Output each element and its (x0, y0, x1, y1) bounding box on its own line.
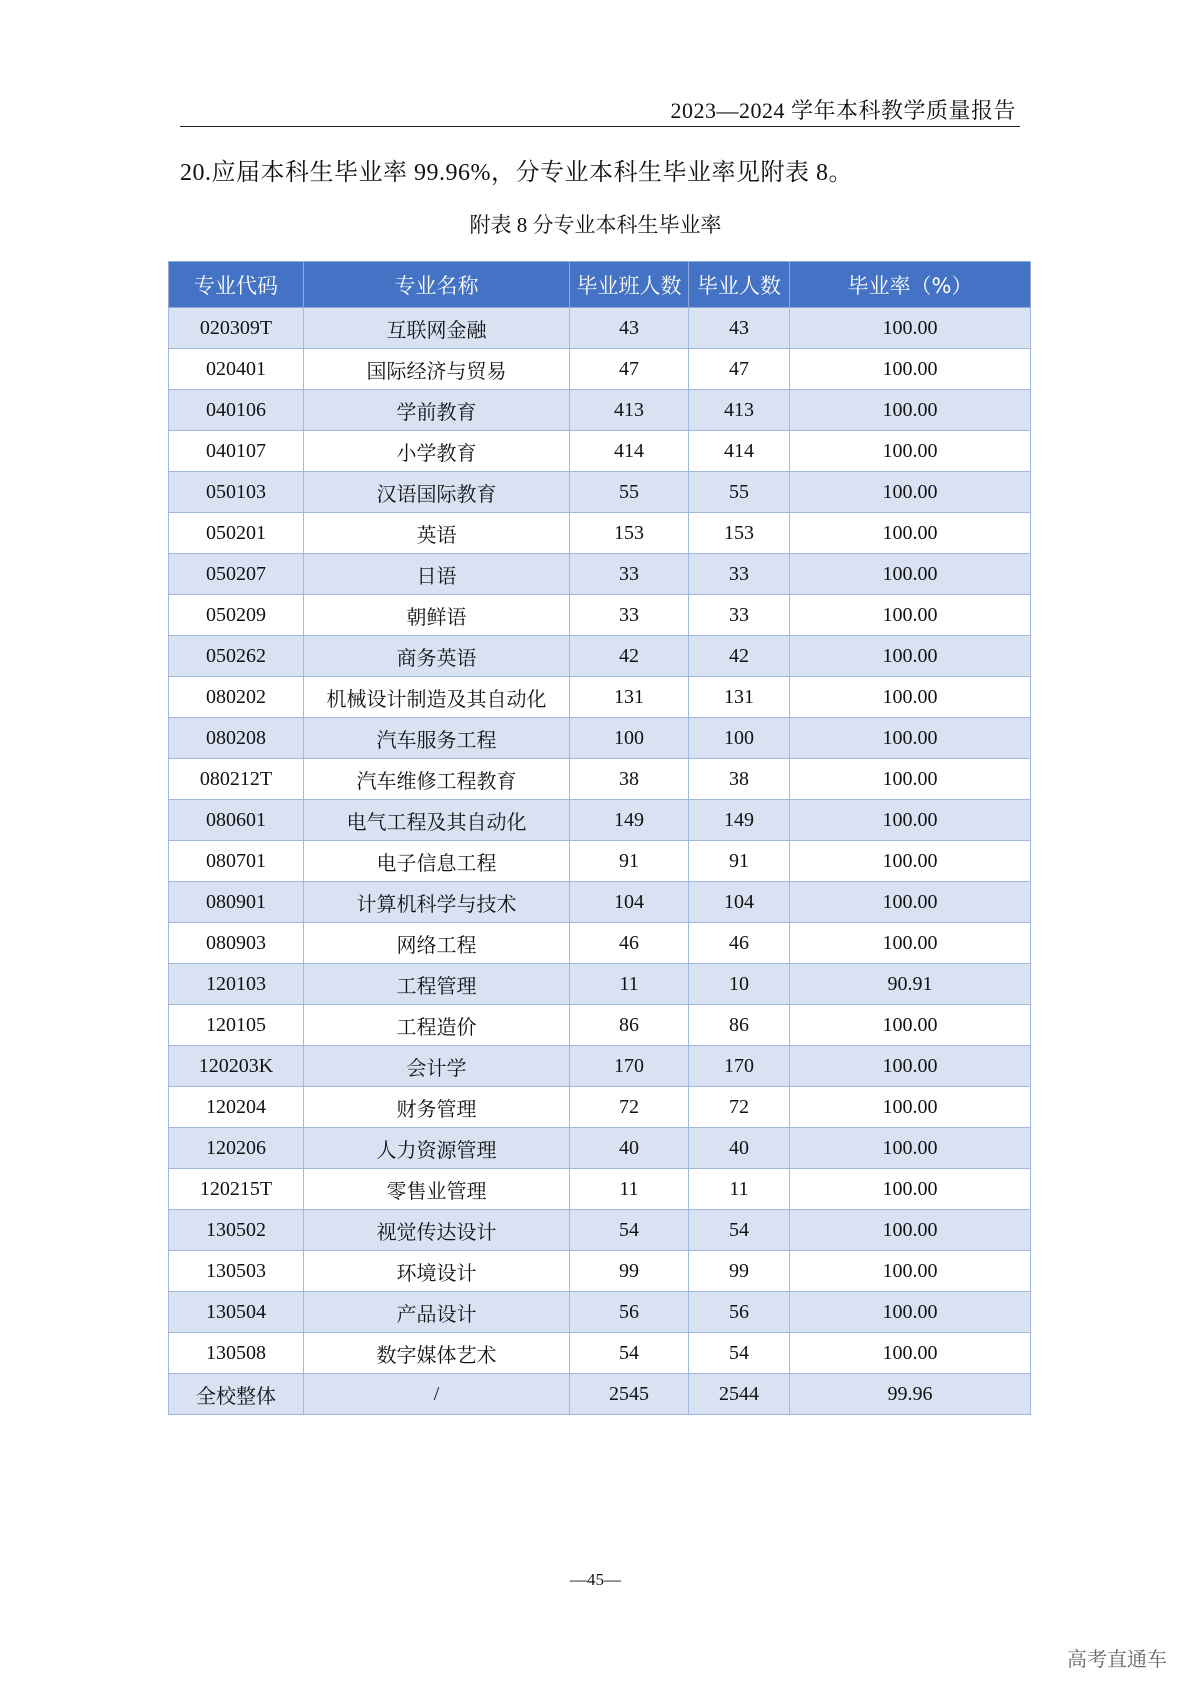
cell-graduating-count: 54 (570, 1210, 689, 1251)
cell-major-code: 130502 (169, 1210, 304, 1251)
cell-graduation-rate: 100.00 (790, 636, 1031, 677)
column-header: 毕业班人数 (570, 262, 689, 308)
cell-major-name: 工程造价 (304, 1005, 570, 1046)
cell-graduation-rate: 100.00 (790, 431, 1031, 472)
cell-major-name: 国际经济与贸易 (304, 349, 570, 390)
cell-graduated-count: 54 (689, 1210, 790, 1251)
cell-major-code: 050262 (169, 636, 304, 677)
table-row (169, 1210, 1031, 1251)
table-row (169, 390, 1031, 431)
cell-graduating-count: 54 (570, 1333, 689, 1374)
cell-major-code: 050207 (169, 554, 304, 595)
cell-graduating-count: 86 (570, 1005, 689, 1046)
report-title: 2023—2024 学年本科教学质量报告 (670, 98, 1016, 123)
column-header: 专业名称 (304, 262, 570, 308)
cell-major-name: 学前教育 (304, 390, 570, 431)
cell-major-name: 视觉传达设计 (304, 1210, 570, 1251)
cell-major-name: 汽车维修工程教育 (304, 759, 570, 800)
cell-major-code: 120105 (169, 1005, 304, 1046)
cell-graduated-count: 91 (689, 841, 790, 882)
cell-graduated-count: 38 (689, 759, 790, 800)
cell-graduation-rate: 100.00 (790, 308, 1031, 349)
cell-graduated-count: 56 (689, 1292, 790, 1333)
table-row (169, 1251, 1031, 1292)
cell-graduating-count: 2545 (570, 1374, 689, 1415)
cell-graduation-rate: 100.00 (790, 554, 1031, 595)
cell-graduating-count: 56 (570, 1292, 689, 1333)
cell-graduating-count: 11 (570, 1169, 689, 1210)
cell-major-code: 130503 (169, 1251, 304, 1292)
cell-major-name: 数字媒体艺术 (304, 1333, 570, 1374)
table-row (169, 800, 1031, 841)
cell-graduation-rate: 100.00 (790, 1333, 1031, 1374)
cell-graduating-count: 99 (570, 1251, 689, 1292)
table-row (169, 718, 1031, 759)
cell-major-code: 020309T (169, 308, 304, 349)
cell-graduated-count: 40 (689, 1128, 790, 1169)
cell-graduation-rate: 100.00 (790, 718, 1031, 759)
cell-major-code: 080901 (169, 882, 304, 923)
cell-major-name: 网络工程 (304, 923, 570, 964)
table-row (169, 1128, 1031, 1169)
watermark-text: 高考直通车 (1067, 1647, 1167, 1671)
table-row (169, 1169, 1031, 1210)
table-row (169, 1292, 1031, 1333)
cell-major-name: 汉语国际教育 (304, 472, 570, 513)
cell-graduating-count: 40 (570, 1128, 689, 1169)
cell-graduation-rate: 100.00 (790, 1210, 1031, 1251)
cell-major-name: 产品设计 (304, 1292, 570, 1333)
cell-major-name: 英语 (304, 513, 570, 554)
cell-major-code: 080208 (169, 718, 304, 759)
cell-graduating-count: 91 (570, 841, 689, 882)
cell-major-code: 050201 (169, 513, 304, 554)
cell-graduating-count: 72 (570, 1087, 689, 1128)
cell-graduated-count: 33 (689, 554, 790, 595)
table-row (169, 841, 1031, 882)
cell-graduating-count: 47 (570, 349, 689, 390)
cell-graduated-count: 149 (689, 800, 790, 841)
cell-graduated-count: 100 (689, 718, 790, 759)
graduation-rate-table (168, 261, 1031, 1415)
table-row (169, 554, 1031, 595)
column-header: 毕业人数 (689, 262, 790, 308)
cell-major-name: 电子信息工程 (304, 841, 570, 882)
cell-graduated-count: 153 (689, 513, 790, 554)
cell-major-code: 080212T (169, 759, 304, 800)
cell-graduating-count: 170 (570, 1046, 689, 1087)
cell-major-code: 080601 (169, 800, 304, 841)
cell-graduation-rate: 100.00 (790, 513, 1031, 554)
cell-graduated-count: 54 (689, 1333, 790, 1374)
table-row (169, 349, 1031, 390)
cell-major-code: 全校整体 (169, 1374, 304, 1415)
cell-graduated-count: 42 (689, 636, 790, 677)
cell-graduated-count: 72 (689, 1087, 790, 1128)
cell-graduation-rate: 100.00 (790, 923, 1031, 964)
column-header: 毕业率（%） (790, 262, 1031, 308)
cell-major-name: 互联网金融 (304, 308, 570, 349)
cell-graduation-rate: 100.00 (790, 472, 1031, 513)
cell-graduated-count: 10 (689, 964, 790, 1005)
cell-graduation-rate: 100.00 (790, 390, 1031, 431)
cell-graduation-rate: 100.00 (790, 1169, 1031, 1210)
cell-major-code: 120215T (169, 1169, 304, 1210)
cell-major-name: 日语 (304, 554, 570, 595)
cell-graduated-count: 33 (689, 595, 790, 636)
cell-graduated-count: 170 (689, 1046, 790, 1087)
table-row (169, 636, 1031, 677)
cell-graduation-rate: 100.00 (790, 882, 1031, 923)
cell-graduated-count: 99 (689, 1251, 790, 1292)
cell-major-code: 130508 (169, 1333, 304, 1374)
column-header: 专业代码 (169, 262, 304, 308)
cell-graduated-count: 413 (689, 390, 790, 431)
cell-graduated-count: 104 (689, 882, 790, 923)
cell-graduating-count: 414 (570, 431, 689, 472)
cell-major-name: 计算机科学与技术 (304, 882, 570, 923)
cell-major-name: 电气工程及其自动化 (304, 800, 570, 841)
cell-major-name: 环境设计 (304, 1251, 570, 1292)
table-row (169, 513, 1031, 554)
cell-graduating-count: 153 (570, 513, 689, 554)
cell-major-name: 朝鲜语 (304, 595, 570, 636)
intro-paragraph: 20.应届本科生毕业率 99.96%，分专业本科生毕业率见附表 8。 (180, 160, 853, 186)
cell-graduating-count: 149 (570, 800, 689, 841)
cell-major-code: 130504 (169, 1292, 304, 1333)
cell-major-name: 会计学 (304, 1046, 570, 1087)
cell-graduating-count: 104 (570, 882, 689, 923)
cell-graduated-count: 47 (689, 349, 790, 390)
cell-graduation-rate: 100.00 (790, 800, 1031, 841)
cell-major-code: 120204 (169, 1087, 304, 1128)
cell-graduation-rate: 100.00 (790, 759, 1031, 800)
table-row (169, 964, 1031, 1005)
cell-major-code: 050209 (169, 595, 304, 636)
table-row (169, 472, 1031, 513)
cell-graduating-count: 38 (570, 759, 689, 800)
cell-graduating-count: 413 (570, 390, 689, 431)
table-caption: 附表 8 分专业本科生毕业率 (469, 213, 722, 237)
page-number: —45— (570, 1570, 621, 1589)
table-row (169, 595, 1031, 636)
cell-major-code: 120206 (169, 1128, 304, 1169)
cell-major-name: 人力资源管理 (304, 1128, 570, 1169)
table-body (169, 308, 1031, 1415)
cell-graduated-count: 2544 (689, 1374, 790, 1415)
cell-graduated-count: 55 (689, 472, 790, 513)
cell-major-name: 商务英语 (304, 636, 570, 677)
table-total-row (169, 1374, 1031, 1415)
cell-graduating-count: 11 (570, 964, 689, 1005)
cell-graduation-rate: 100.00 (790, 1128, 1031, 1169)
cell-graduated-count: 46 (689, 923, 790, 964)
cell-graduation-rate: 100.00 (790, 1292, 1031, 1333)
table-header-row (169, 262, 1031, 308)
cell-graduation-rate: 90.91 (790, 964, 1031, 1005)
cell-graduated-count: 414 (689, 431, 790, 472)
cell-graduating-count: 100 (570, 718, 689, 759)
cell-graduation-rate: 100.00 (790, 1251, 1031, 1292)
cell-graduation-rate: 99.96 (790, 1374, 1031, 1415)
cell-graduated-count: 11 (689, 1169, 790, 1210)
cell-graduated-count: 131 (689, 677, 790, 718)
table-row (169, 677, 1031, 718)
cell-major-code: 080903 (169, 923, 304, 964)
table-row (169, 308, 1031, 349)
cell-major-code: 040107 (169, 431, 304, 472)
cell-major-code: 080202 (169, 677, 304, 718)
cell-graduation-rate: 100.00 (790, 595, 1031, 636)
cell-graduation-rate: 100.00 (790, 677, 1031, 718)
cell-graduating-count: 131 (570, 677, 689, 718)
cell-major-code: 120103 (169, 964, 304, 1005)
cell-graduated-count: 43 (689, 308, 790, 349)
table-row (169, 1005, 1031, 1046)
cell-major-name: 机械设计制造及其自动化 (304, 677, 570, 718)
cell-major-code: 040106 (169, 390, 304, 431)
cell-graduation-rate: 100.00 (790, 1087, 1031, 1128)
cell-graduation-rate: 100.00 (790, 1046, 1031, 1087)
table-row (169, 431, 1031, 472)
cell-graduation-rate: 100.00 (790, 349, 1031, 390)
cell-major-name: 零售业管理 (304, 1169, 570, 1210)
cell-graduated-count: 86 (689, 1005, 790, 1046)
cell-major-code: 020401 (169, 349, 304, 390)
cell-graduating-count: 33 (570, 595, 689, 636)
cell-graduating-count: 55 (570, 472, 689, 513)
cell-graduating-count: 43 (570, 308, 689, 349)
table-row (169, 1333, 1031, 1374)
page-header (180, 92, 1020, 127)
cell-major-name: 汽车服务工程 (304, 718, 570, 759)
cell-major-name: 小学教育 (304, 431, 570, 472)
cell-major-name: / (304, 1374, 570, 1415)
table-row (169, 1046, 1031, 1087)
table-row (169, 923, 1031, 964)
cell-major-name: 财务管理 (304, 1087, 570, 1128)
cell-major-code: 050103 (169, 472, 304, 513)
cell-major-code: 080701 (169, 841, 304, 882)
cell-graduating-count: 42 (570, 636, 689, 677)
cell-graduating-count: 33 (570, 554, 689, 595)
cell-major-code: 120203K (169, 1046, 304, 1087)
cell-major-name: 工程管理 (304, 964, 570, 1005)
cell-graduation-rate: 100.00 (790, 841, 1031, 882)
table-row (169, 759, 1031, 800)
cell-graduating-count: 46 (570, 923, 689, 964)
table-row (169, 882, 1031, 923)
table-row (169, 1087, 1031, 1128)
cell-graduation-rate: 100.00 (790, 1005, 1031, 1046)
